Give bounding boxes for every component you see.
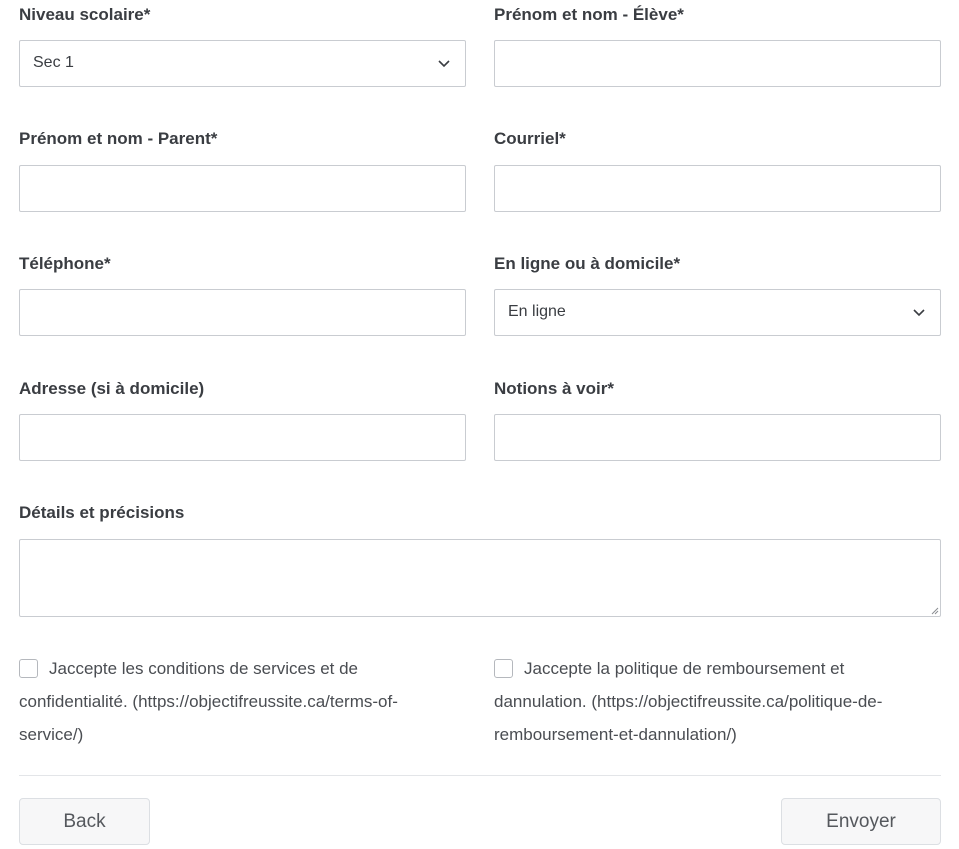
mode-select[interactable]: [494, 289, 941, 336]
details-textarea[interactable]: [19, 539, 941, 617]
refund-consent-text: Jaccepte la politique de remboursement et dannulation. (https://objectifreussite.ca/politique-de-remboursement-et-dannulation/): [494, 659, 883, 744]
eleve-field[interactable]: [494, 40, 941, 87]
resize-handle-icon[interactable]: [929, 605, 939, 615]
parent-field[interactable]: [19, 165, 466, 212]
mode-label: En ligne ou à domicile*: [494, 254, 681, 273]
parent-input[interactable]: [20, 166, 465, 211]
mode-select-value: En ligne: [508, 303, 566, 320]
courriel-input[interactable]: [495, 166, 940, 211]
terms-consent-text: Jaccepte les conditions de services et de confidentialité. (https://objectifreussite.ca/terms-of-service/): [19, 659, 398, 744]
footer-divider: [19, 775, 941, 776]
chevron-down-icon: [912, 305, 926, 319]
niveau-label: Niveau scolaire*: [19, 5, 151, 24]
adresse-label: Adresse (si à domicile): [19, 379, 205, 398]
details-label: Détails et précisions: [19, 503, 185, 522]
notions-label: Notions à voir*: [494, 379, 614, 398]
submit-button[interactable]: Envoyer: [781, 798, 941, 845]
niveau-select[interactable]: [19, 40, 466, 87]
niveau-select-value: Sec 1: [33, 54, 74, 71]
chevron-down-icon: [437, 56, 451, 70]
courriel-label: Courriel*: [494, 129, 566, 148]
notions-input[interactable]: [495, 415, 940, 460]
back-button[interactable]: Back: [19, 798, 150, 845]
parent-label: Prénom et nom - Parent*: [19, 129, 218, 148]
telephone-label: Téléphone*: [19, 254, 111, 273]
eleve-input[interactable]: [495, 41, 940, 86]
adresse-field[interactable]: [19, 414, 466, 461]
telephone-input[interactable]: [20, 290, 465, 335]
eleve-label: Prénom et nom - Élève*: [494, 5, 684, 24]
courriel-field[interactable]: [494, 165, 941, 212]
telephone-field[interactable]: [19, 289, 466, 336]
adresse-input[interactable]: [20, 415, 465, 460]
notions-field[interactable]: [494, 414, 941, 461]
